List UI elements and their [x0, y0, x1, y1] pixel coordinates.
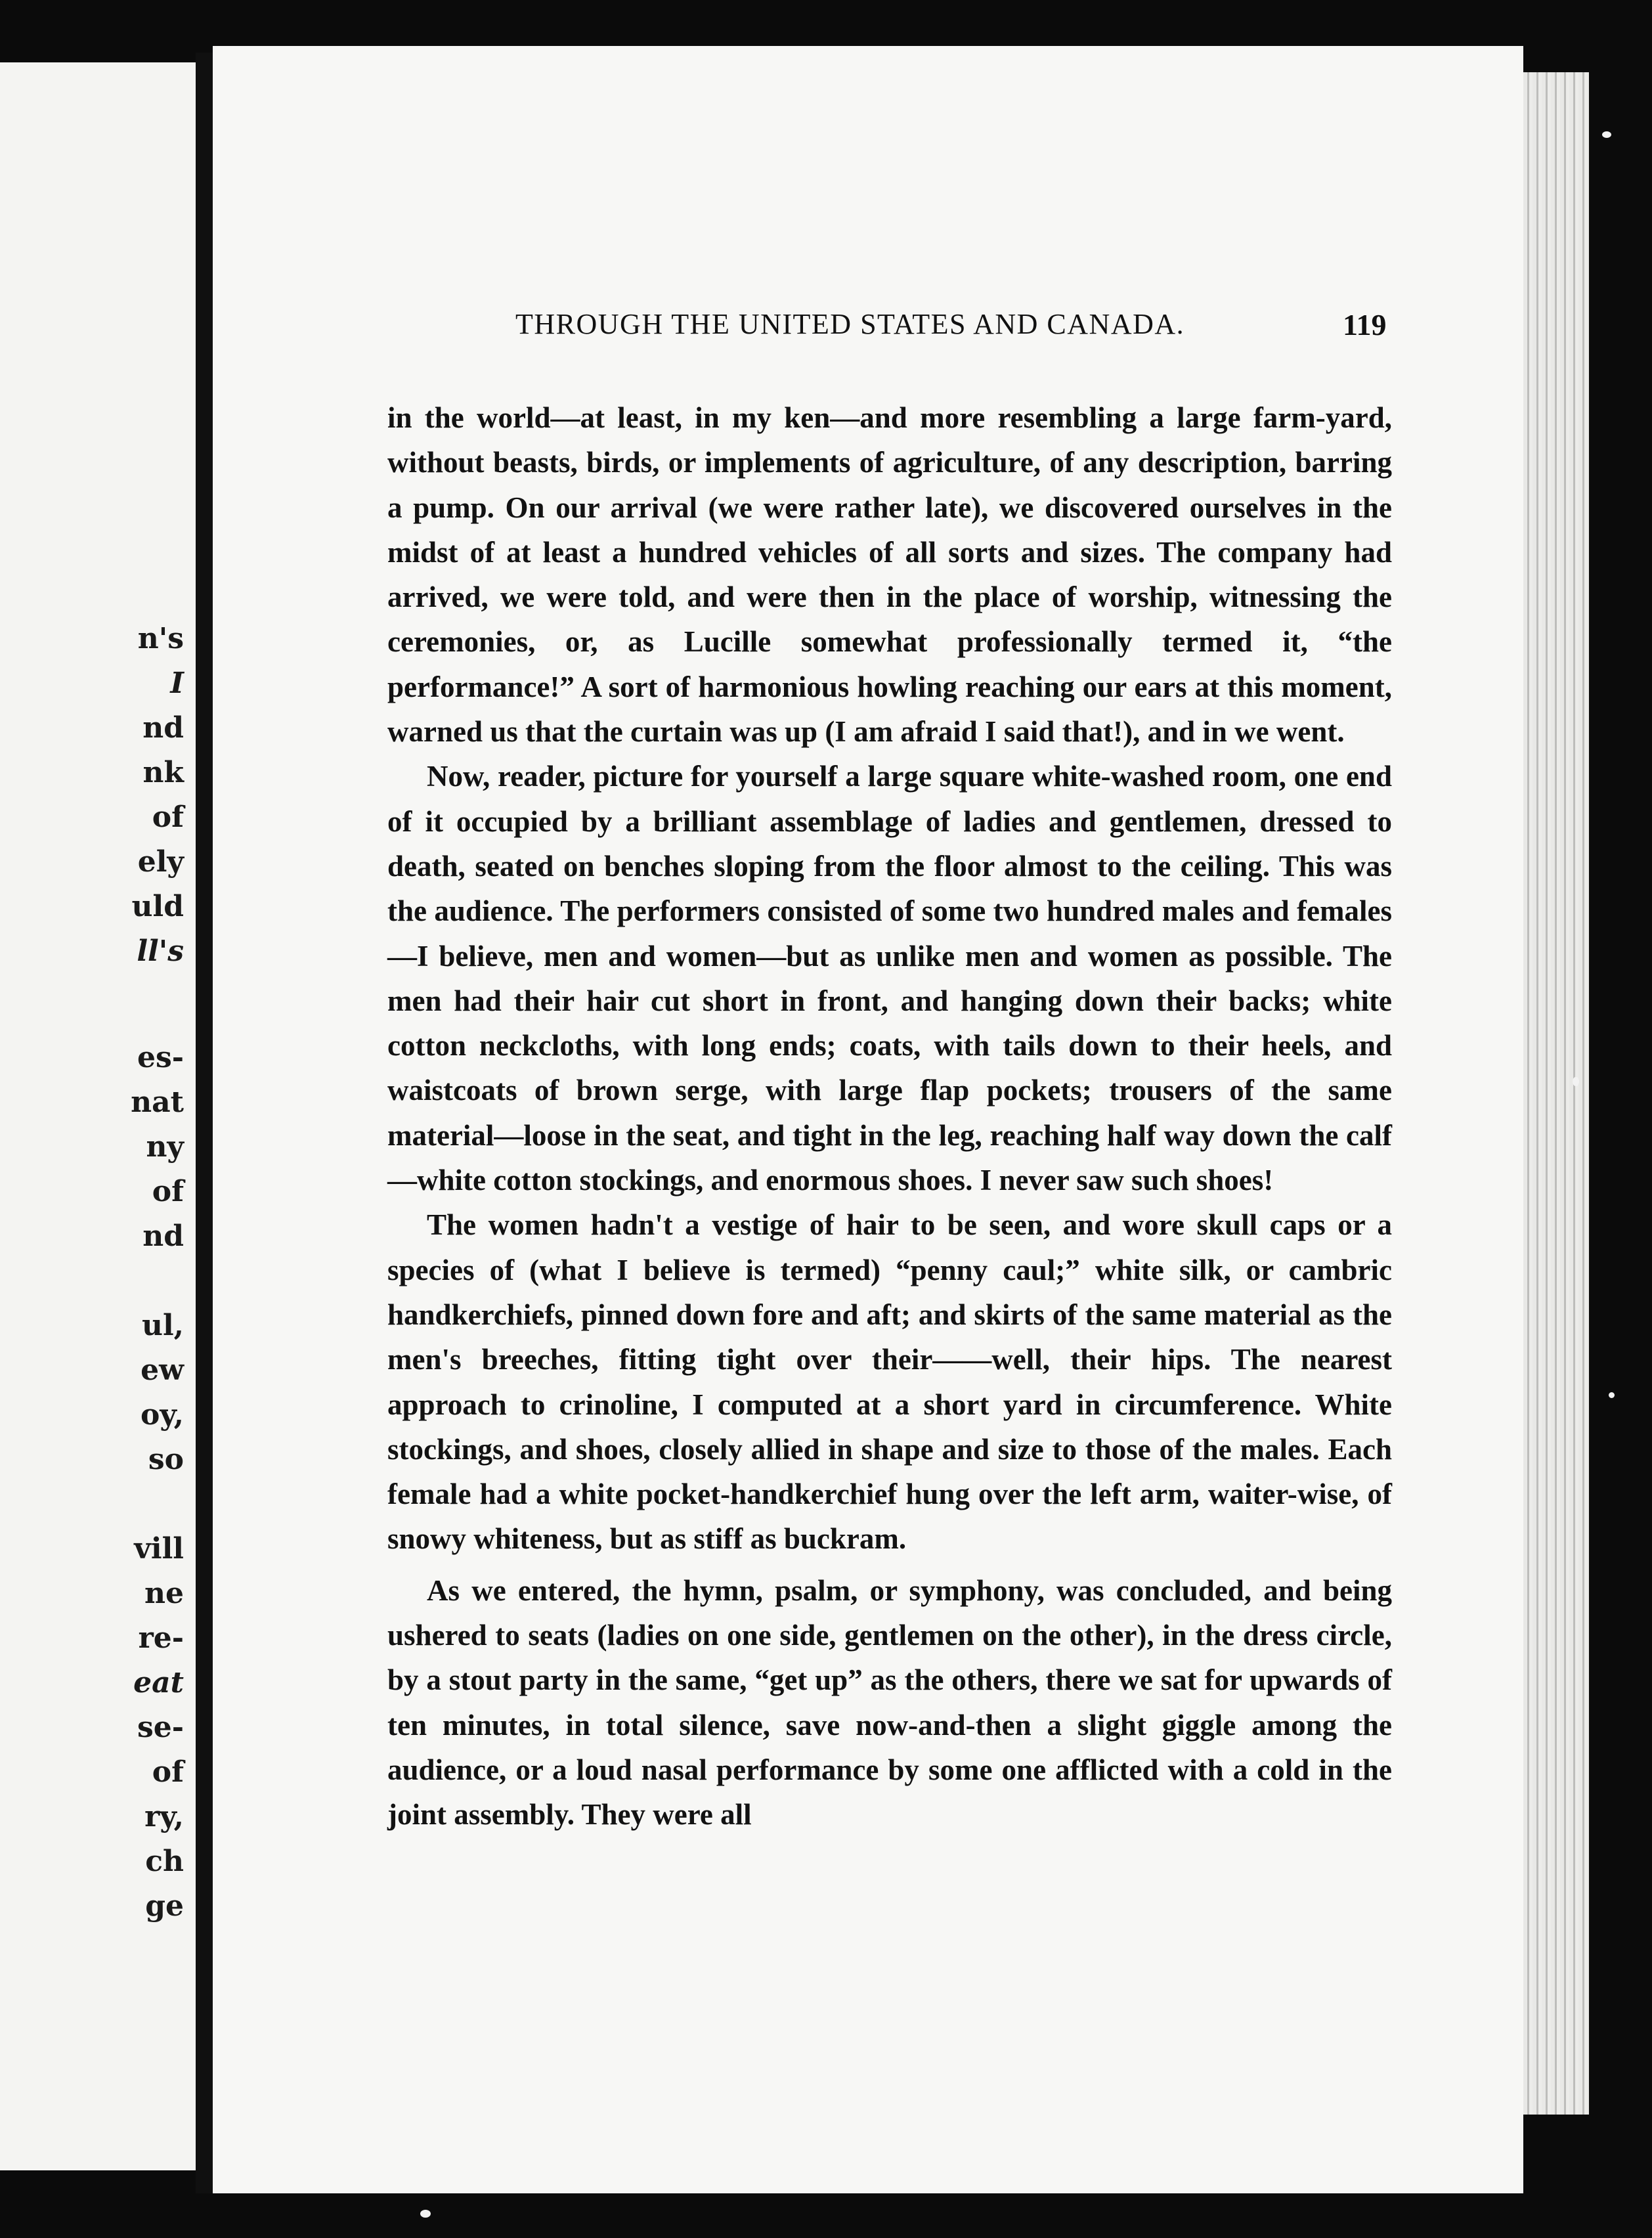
left-fragment: I: [170, 667, 184, 700]
left-fragment: ry,: [144, 1800, 184, 1833]
left-fragment: es-: [137, 1041, 184, 1074]
left-fragment: n's: [137, 622, 184, 655]
left-fragment: se-: [137, 1711, 184, 1744]
left-fragment: of: [152, 801, 184, 834]
page-edges: [1523, 72, 1589, 2115]
left-fragment: ch: [145, 1845, 184, 1878]
scan-speck: [1609, 1392, 1615, 1398]
left-fragment: of: [152, 1175, 184, 1208]
left-fragment: ew: [141, 1353, 184, 1387]
left-fragment: uld: [131, 890, 184, 923]
left-fragment: vill: [134, 1532, 184, 1566]
paragraph: The women hadn't a vestige of hair to be seen, and wore skull caps or a species of (what I believe is termed) “penny caul;” white silk, or cambric handkerchiefs, pinned down fore and aft; and skirts of the same material as the men's breeches, fitting tight over their——well, their hips. The nearest approach to crinoline, I computed at a short yard in circumference. White stockings, and shoes, closely allied in shape and size to those of the males. Each female had a white pocket-handkerchief hung over the left arm, waiter-wise, of snowy whiteness, but as stiff as buckram.: [387, 1208, 1392, 1556]
left-fragment: eat: [133, 1666, 184, 1700]
left-page: [0, 62, 196, 2170]
left-fragment: nd: [142, 711, 184, 745]
left-fragment: ge: [145, 1889, 184, 1923]
running-header: THROUGH THE UNITED STATES AND CANADA.: [515, 308, 1185, 340]
left-fragment: ely: [137, 845, 184, 879]
left-fragment: ll's: [137, 934, 184, 968]
book-gutter: [196, 53, 213, 2193]
page-body: [387, 395, 1392, 1837]
paragraph: As we entered, the hymn, psalm, or symphony, was concluded, and being ushered to seats (ladies on one side, gentlemen on the other), in the dress circle, by a stout party in the same, “get up” as the others, there we sat for upwards of ten minutes, in total silence, save now-and-then a slight giggle among the audience, or a loud nasal performance by some one afflicted with a cold in the joint assembly. They were all: [387, 1573, 1392, 1832]
left-fragment: nat: [131, 1086, 184, 1119]
page-number: 119: [1343, 308, 1387, 341]
left-fragment: so: [148, 1443, 184, 1476]
left-fragment: ul,: [141, 1309, 184, 1342]
left-fragment: ny: [146, 1130, 184, 1164]
paragraph: in the world—at least, in my ken—and more resembling a large farm-yard, without beasts, birds, or implements of agriculture, of any description, barring a pump. On our arrival (we were rather late), we discovered ourselves in the midst of at least a hundred vehicles of all sorts and sizes. The company had arrived, we were told, and were then in the place of worship, witnessing the ceremonies, or, as Lucille somewhat professionally termed it, “the performance!” A sort of harmonious howling reaching our ears at this moment, warned us that the curtain was up (I am afraid I said that!), and in we went.: [387, 401, 1392, 749]
left-fragment: nd: [142, 1219, 184, 1253]
scan-speck: [420, 2210, 431, 2218]
left-fragment: ne: [144, 1577, 184, 1610]
scan-speck: [1602, 131, 1611, 138]
left-fragment: of: [152, 1755, 184, 1789]
paragraph: Now, reader, picture for yourself a large square white-washed room, one end of it occupied by a brilliant assemblage of ladies and gentlemen, dressed to death, seated on benches sloping from the floor almost to the ceiling. This was the audience. The performers consisted of some two hundred males and females—I believe, men and women—but as unlike men and women as possible. The men had their hair cut short in front, and hanging down their backs; white cotton neckcloths, with long ends; coats, with tails down to their heels, and waistcoats of brown serge, with large flap pockets; trousers of the same material—loose in the seat, and tight in the leg, reaching half way down the calf—white cotton stockings, and enormous shoes. I never saw such shoes!: [387, 760, 1392, 1197]
scan-speck: [1573, 1077, 1579, 1086]
left-fragment: nk: [142, 756, 184, 789]
left-fragment: re-: [138, 1621, 184, 1655]
left-fragment: oy,: [140, 1398, 184, 1432]
